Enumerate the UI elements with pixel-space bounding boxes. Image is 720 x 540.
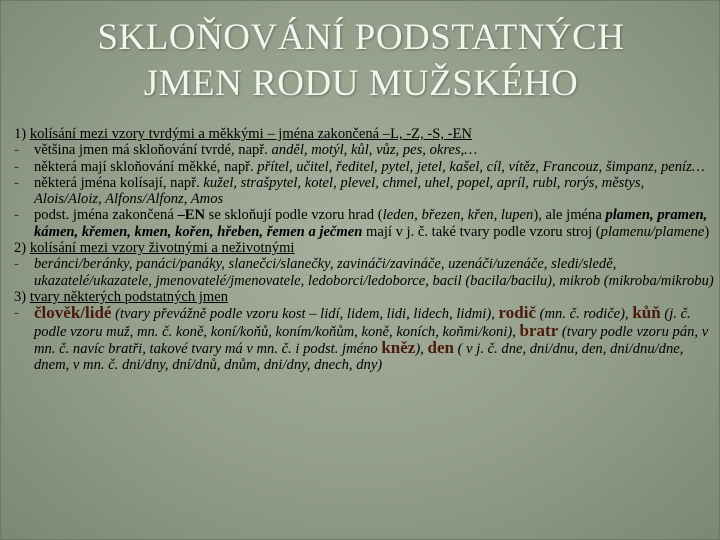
slide-content [14,126,714,373]
dash-bullet: - [14,158,19,175]
bullet-2-1 [14,256,714,289]
headword: kněz [381,337,416,357]
headword: den [427,337,454,357]
bullet-text: některá jména kolísají, např. [34,174,204,191]
bullet-bold-examples: plamen, pramen, kámen, křemen, kmen, kořen, hřeben, řemen a ječmen [34,207,708,240]
dash-bullet: - [14,207,19,224]
bullet-examples: beránci/beránky, panáci/panáky, slanečci/slanečky, zavináči/zavináče, uzenáči/uzenáče, sledi/sledě, ukazatelé/ukazatele, jmenovatelé/jmenovatele, ledoborci/ledoborce, bacil (bacila/bacilu), mikrob (mikroba/mikrobu) [34,256,714,289]
headword-note: (j. č. podle vzoru muž, mn. č. koně, koní/koňů, koním/koňům, koně, koních, koňmi/koni), [34,306,691,340]
bullet-text: mají v j. č. také tvary podle vzoru stroj ( [362,223,601,240]
bullet-text: některá mají skloňování měkké, např. [34,158,258,175]
dash-bullet: - [14,174,19,191]
headword: kůň [632,303,661,323]
bullet-text: se skloňují podle vzoru hrad ( [205,207,383,224]
section-number: 3) [14,288,27,305]
bullet-1-2 [14,159,714,175]
section-heading-text: kolísání mezi vzory tvrdými a měkkými – jména zakončená –L, -Z, -S, -EN [29,126,472,142]
bullet-text: ), ale jména [533,207,606,224]
headword: rodič [498,303,536,323]
bullet-1-1 [14,142,714,158]
headword-note: (tvary podle vzoru pán, v mn. č. navíc bratři, takové tvary má v mn. č. i podst. jméno [34,323,709,357]
section-1-heading [14,126,714,142]
dash-bullet: - [14,142,19,159]
bullet-examples: plamenu/plamene [600,223,705,240]
headword: člověk/lidé [34,303,112,323]
headword-note: ), [415,340,428,357]
section-number: 1) [14,126,27,142]
bullet-text: ) [704,223,710,240]
bullet-examples: anděl, motýl, kůl, vůz, pes, okres,… [271,142,478,159]
bullet-text: podst. jména zakončená [34,207,178,224]
headword-note: (mn. č. rodiče), [536,306,633,323]
headword-note: ( v j. č. dne, dni/dnu, den, dni/dnu/dne, dnem, v mn. č. dni/dny, dní/dnů, dnům, dni/dny, dnech, dny) [34,340,684,374]
bullet-1-3 [14,175,714,208]
section-3-heading [14,289,714,305]
headword: bratr [519,320,559,340]
bullet-3-1 [14,305,714,373]
bullet-examples: leden, březen, křen, lupen [382,207,534,224]
bullet-1-4 [14,207,714,240]
bullet-examples: přítel, učitel, ředitel, pytel, jetel, kašel, cíl, vítěz, Francouz, šimpanz, peníz… [257,158,705,175]
slide-title [1,15,720,107]
headword-note: (tvary převážně podle vzoru kost – lidí, lidem, lidi, lidech, lidmi), [111,306,499,323]
dash-bullet: - [14,305,19,322]
section-heading-text: kolísání mezi vzory životnými a neživotnými [29,240,295,257]
bullet-examples: kužel, strašpytel, kotel, plevel, chmel, uhel, popel, apríl, rubl, rorýs, městys, Alois/Aloiz, Alfons/Alfonz, Amos [34,174,645,208]
title-line-2: JMEN RODU MUŽSKÉHO [143,63,579,104]
section-2-heading [14,240,714,256]
bullet-bold-suffix: –EN [177,207,206,224]
title-line-1: SKLOŇOVÁNÍ PODSTATNÝCH [97,17,625,58]
dash-bullet: - [14,256,19,273]
bullet-text: většina jmen má skloňování tvrdé, např. [34,142,272,159]
section-number: 2) [14,240,27,257]
section-heading-text: tvary některých podstatných jmen [29,288,228,305]
